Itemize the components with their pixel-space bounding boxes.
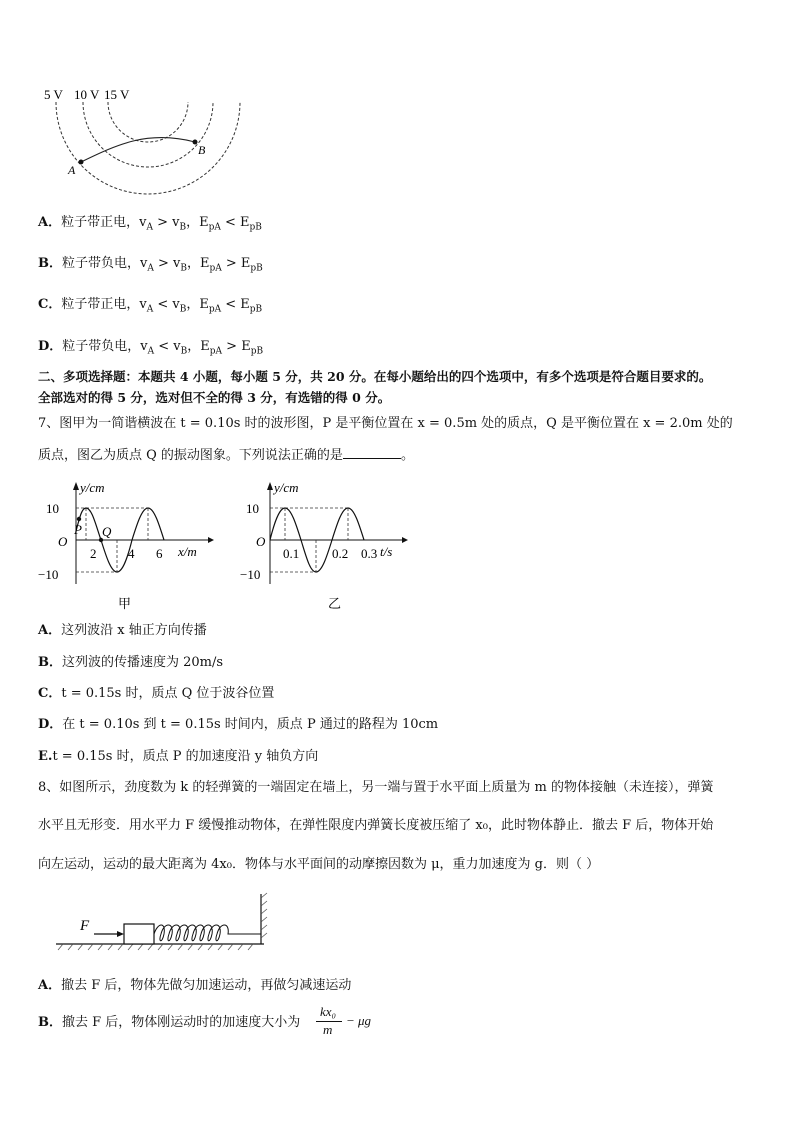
x-axis-label: x/m	[178, 544, 197, 559]
option-text: 这列波沿 x 轴正方向传播	[61, 623, 207, 638]
option-text: t = 0.15s 时，质点 Q 位于波谷位置	[61, 686, 275, 701]
q6-option-c	[38, 296, 262, 319]
section-2-header-line-1: 二、多项选择题：本题共 4 小题，每小题 5 分，共 20 分。在每小题给出的四个选项中，有多个选项是符合题目要求的。	[38, 369, 712, 384]
option-letter: C．	[38, 686, 62, 701]
wall-hatch	[261, 893, 267, 938]
ground-hatch	[58, 944, 253, 950]
vibration-graph-yi	[236, 476, 416, 616]
q8-option-b	[38, 1014, 300, 1032]
block	[124, 924, 154, 944]
option-letter: B．	[38, 1015, 62, 1030]
equipotential-arc-middle	[83, 102, 213, 167]
potential-label-5v: 5 V	[44, 87, 63, 102]
option-letter: B．	[38, 655, 62, 670]
origin-label: O	[256, 534, 266, 549]
potential-label-15v: 15 V	[104, 87, 130, 102]
point-a-label: A	[68, 163, 76, 177]
t-axis-arrow	[402, 537, 408, 543]
spring-block-figure	[54, 890, 274, 954]
tick-x-6: 6	[156, 546, 163, 561]
y-axis-arrow	[267, 482, 273, 490]
y-axis-arrow	[73, 482, 79, 490]
q8-option-a	[38, 977, 351, 995]
q7-stem-end: 。	[400, 448, 414, 463]
point-b-label: B	[198, 143, 206, 157]
t-axis-label: t/s	[380, 544, 393, 559]
force-label: F	[80, 918, 90, 934]
option-text: 这列波的传播速度为 20m/s	[62, 655, 224, 670]
equipotential-arc-outer	[56, 102, 240, 194]
q7-option-b	[38, 654, 223, 672]
equipotential-arc-inner	[108, 102, 188, 142]
section-2-header-line-2: 全部选对的得 5 分，选对但不全的得 3 分，有选错的得 0 分。	[38, 390, 391, 405]
option-text: 粒子带负电，$v_A < v_B$，$E_{pA} > E_{pB}$	[62, 339, 264, 357]
option-letter: D．	[38, 717, 63, 732]
potential-label-10v: 10 V	[74, 87, 100, 102]
q7-option-e	[38, 748, 318, 766]
q8-stem-line-1: 8、如图所示，劲度数为 k 的轻弹簧的一端固定在墙上，另一端与置于水平面上质量为 m 的物体接触（未连接），弹簧	[38, 780, 714, 795]
fraction-numerator: kx₀	[320, 1004, 337, 1019]
figure-caption-jia: 甲	[118, 596, 132, 611]
x-axis-arrow	[208, 537, 214, 543]
point-q-label: Q	[102, 524, 112, 539]
point-a-dot	[79, 160, 84, 165]
tick-y-10: 10	[46, 501, 59, 516]
option-text: 粒子带正电，$v_A < v_B$，$E_{pA} < E_{pB}$	[61, 297, 263, 315]
q8-stem-line-3: 向左运动，运动的最大距离为 4x₀．物体与水平面间的动摩擦因数为 μ，重力加速度为 g．则（ ）	[38, 857, 600, 872]
figure-caption-yi: 乙	[328, 596, 342, 611]
wave-graph-jia	[36, 476, 216, 616]
option-letter: A．	[38, 623, 62, 638]
spring-coil	[154, 925, 261, 941]
option-text: 撤去 F 后，物体刚运动时的加速度大小为	[62, 1015, 301, 1030]
q7-option-d	[38, 716, 438, 734]
tick-y-10: 10	[246, 501, 259, 516]
option-letter: C．	[38, 297, 62, 312]
y-axis-label: y/cm	[274, 480, 299, 495]
point-p-label: P	[74, 522, 82, 537]
q7-stem-line-2	[38, 446, 414, 465]
q6-option-d	[38, 338, 263, 361]
option-text: 粒子带正电，$v_A > v_B$，$E_{pA} < E_{pB}$	[61, 215, 262, 233]
option-text: 撤去 F 后，物体先做匀加速运动，再做匀减速运动	[61, 978, 352, 993]
q7-option-c	[38, 685, 274, 703]
q7-stem-line-1: 7、图甲为一简谐横波在 t = 0.10s 时的波形图，P 是平衡位置在 x = 0.5m 处的质点，Q 是平衡位置在 x = 2.0m 处的	[38, 416, 733, 431]
tick-t-0.3: 0.3	[361, 546, 378, 561]
option-letter: E.	[38, 749, 53, 764]
tick-y-neg10: −10	[38, 567, 59, 582]
answer-blank	[343, 446, 401, 459]
option-letter: A．	[38, 215, 62, 230]
q7-option-a	[38, 622, 207, 640]
option-text: 在 t = 0.10s 到 t = 0.15s 时间内，质点 P 通过的路程为 10cm	[62, 717, 439, 732]
tick-t-0.2: 0.2	[332, 546, 349, 561]
option-letter: B．	[38, 256, 62, 271]
point-p-dot	[77, 517, 81, 521]
q6-option-a	[38, 214, 262, 237]
option-letter: A．	[38, 978, 62, 993]
y-axis-label: y/cm	[80, 480, 105, 495]
force-arrowhead	[117, 931, 124, 937]
formula-tail: − μg	[346, 1013, 372, 1028]
tick-x-4: 4	[128, 546, 135, 561]
option-letter: D．	[38, 339, 63, 354]
q7-stem-text: 质点，图乙为质点 Q 的振动图象。下列说法正确的是	[38, 448, 343, 463]
origin-label: O	[58, 534, 68, 549]
option-text: t = 0.15s 时，质点 P 的加速度沿 y 轴负方向	[52, 749, 319, 764]
equipotential-figure	[38, 82, 258, 200]
point-b-dot	[193, 140, 198, 145]
fraction-denominator: m	[323, 1022, 333, 1037]
q8-stem-line-2: 水平且无形变．用水平力 F 缓慢推动物体，在弹性限度内弹簧长度被压缩了 x₀，此时物体静止．撤去 F 后，物体开始	[38, 818, 714, 833]
tick-x-2: 2	[90, 546, 97, 561]
tick-t-0.1: 0.1	[283, 546, 300, 561]
tick-y-neg10: −10	[240, 567, 261, 582]
q6-option-b	[38, 255, 263, 278]
option-text: 粒子带负电，$v_A > v_B$，$E_{pA} > E_{pB}$	[62, 256, 263, 274]
